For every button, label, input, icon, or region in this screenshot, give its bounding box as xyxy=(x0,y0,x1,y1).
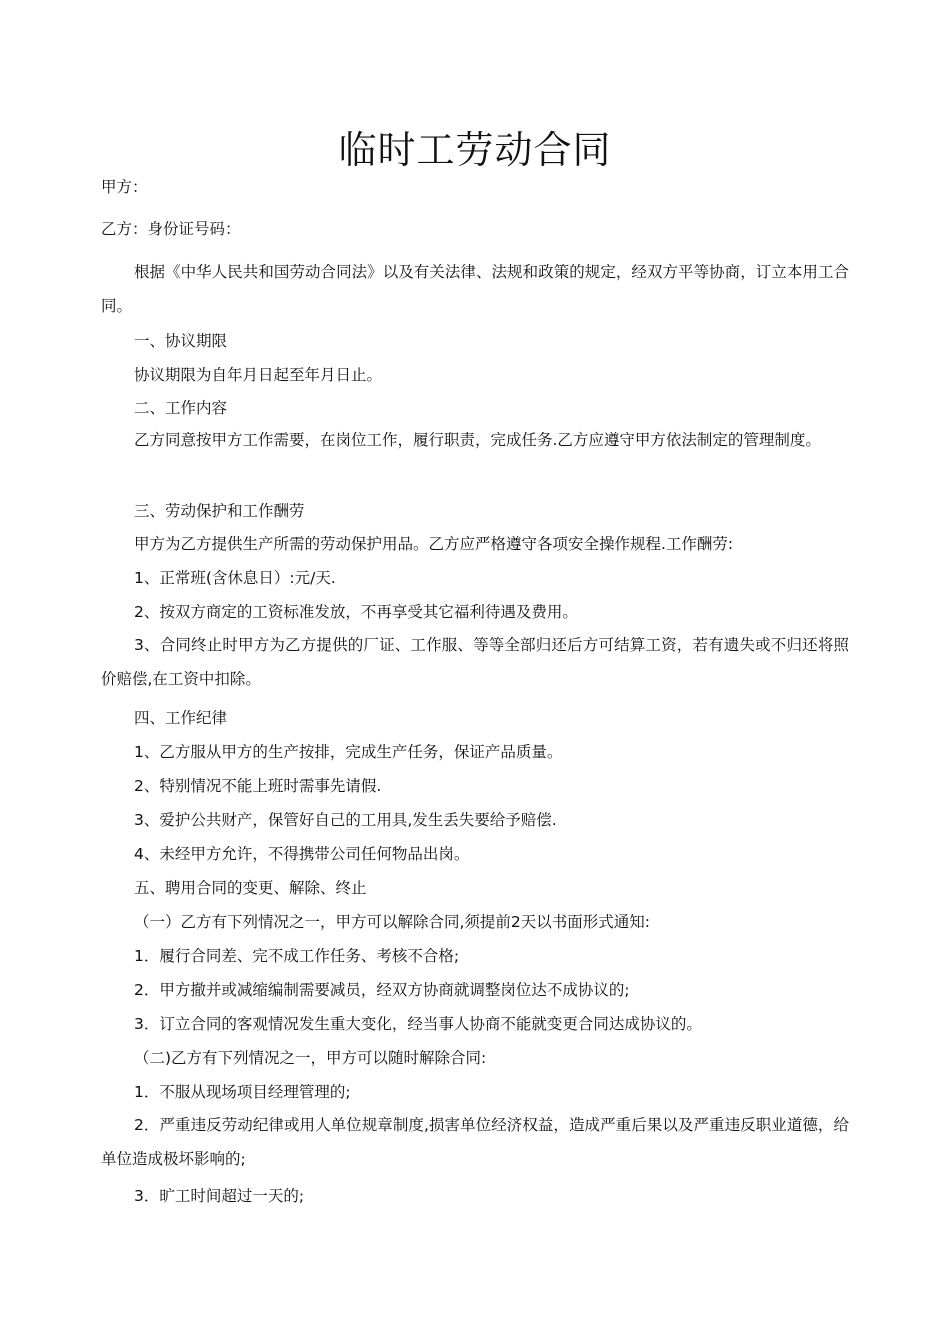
section5-sub1-item-2: 2．甲方撤并或减缩编制需要减员，经双方协商就调整岗位达不成协议的; xyxy=(134,981,630,999)
section4-item-1: 1、乙方服从甲方的生产按排，完成生产任务，保证产品质量。 xyxy=(134,743,563,761)
section5-heading: 五、聘用合同的变更、解除、终止 xyxy=(134,879,367,897)
section2-text: 乙方同意按甲方工作需要，在岗位工作，履行职责，完成任务.乙方应遵守甲方依法制定的管理制度。 xyxy=(134,431,821,449)
section5-sub2-item-1: 1．不服从现场项目经理管理的; xyxy=(134,1083,351,1101)
section4-item-3: 3、爱护公共财产，保管好自己的工用具,发生丢失要给予赔偿. xyxy=(134,811,557,829)
section5-sub2-item-2: 2．严重违反劳动纪律或用人单位规章制度,损害单位经济权益，造成严重后果以及严重违反职业道德，给单位造成极坏影响的; xyxy=(101,1116,849,1168)
section5-sub1-item-1: 1．履行合同差、完不成工作任务、考核不合格; xyxy=(134,947,460,965)
party-a-line: 甲方： xyxy=(101,178,148,196)
section4-item-4: 4、未经甲方允许，不得携带公司任何物品出岗。 xyxy=(134,845,470,863)
section1-heading: 一、协议期限 xyxy=(134,332,228,350)
section5-sub2-heading: （二)乙方有下列情况之一，甲方可以随时解除合同: xyxy=(134,1049,487,1067)
section5-sub1-item-3: 3．订立合同的客观情况发生重大变化，经当事人协商不能就变更合同达成协议的。 xyxy=(134,1015,702,1033)
section3-text: 甲方为乙方提供生产所需的劳动保护用品。乙方应严格遵守各项安全操作规程.工作酬劳: xyxy=(134,535,734,553)
section5-sub1-heading: （一）乙方有下列情况之一，甲方可以解除合同,须提前2天以书面形式通知: xyxy=(134,913,651,931)
section3-item-1: 1、正常班(含休息日）:元/天. xyxy=(134,569,336,587)
section3-item-3: 3、合同终止时甲方为乙方提供的厂证、工作服、等等全部归还后方可结算工资，若有遗失或不归还将照价赔偿,在工资中扣除。 xyxy=(101,636,849,688)
document-title: 临时工劳动合同 xyxy=(338,128,612,172)
section2-heading: 二、工作内容 xyxy=(134,399,228,417)
party-b-line: 乙方：身份证号码： xyxy=(101,220,241,238)
section1-text: 协议期限为自年月日起至年月日止。 xyxy=(134,366,383,384)
intro-paragraph: 根据《中华人民共和国劳动合同法》以及有关法律、法规和政策的规定，经双方平等协商，订立本用工合同。 xyxy=(101,263,849,315)
section5-sub2-item-3: 3．旷工时间超过一天的; xyxy=(134,1187,305,1205)
section3-item-2: 2、按双方商定的工资标准发放，不再享受其它福利待遇及费用。 xyxy=(134,603,578,621)
section4-heading: 四、工作纪律 xyxy=(134,709,228,727)
section4-item-2: 2、特别情况不能上班时需事先请假. xyxy=(134,777,382,795)
section3-heading: 三、劳动保护和工作酬劳 xyxy=(134,502,305,520)
